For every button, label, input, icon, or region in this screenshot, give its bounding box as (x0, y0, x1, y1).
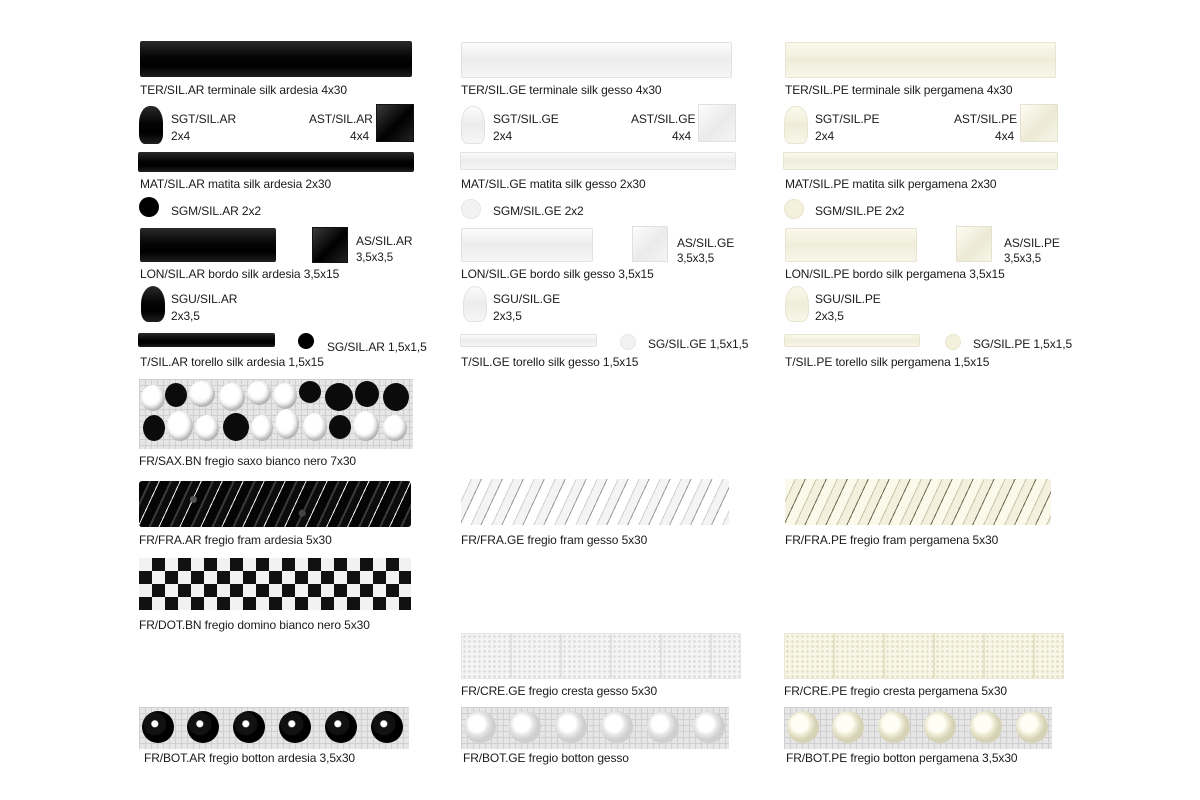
sgt-pergamena-tile (784, 106, 808, 144)
sgu-gesso-code: SGU/SIL.GE (493, 292, 561, 306)
sgt-pergamena-size: 2x4 (815, 129, 835, 143)
button-dot (693, 711, 725, 743)
ter-gesso-label: TER/SIL.GE terminale silk gesso 4x30 (461, 83, 662, 97)
ast-ardesia-code: AST/SIL.AR (309, 112, 373, 126)
button-dot (464, 711, 496, 743)
sgu-ardesia-code: SGU/SIL.AR (171, 292, 238, 306)
ter-ardesia-label: TER/SIL.AR terminale silk ardesia 4x30 (140, 83, 347, 97)
as-ardesia-size: 3,5x3,5 (356, 252, 394, 264)
cresta-gesso-label: FR/CRE.GE fregio cresta gesso 5x30 (461, 684, 658, 698)
sgt-ardesia-code: SGT/SIL.AR (171, 112, 237, 126)
t-ardesia-label: T/SIL.AR torello silk ardesia 1,5x15 (140, 355, 324, 369)
ast-ardesia-tile (376, 104, 414, 142)
sg-pergamena-tile (945, 334, 961, 350)
button-dot (279, 711, 311, 743)
lon-gesso-tile (461, 228, 593, 262)
sgt-gesso-size: 2x4 (493, 129, 513, 143)
pebble (143, 415, 165, 441)
pebble (251, 415, 273, 441)
fram-ardesia-label: FR/FRA.AR fregio fram ardesia 5x30 (139, 533, 332, 547)
lon-gesso-label: LON/SIL.GE bordo silk gesso 3,5x15 (461, 267, 654, 281)
as-gesso-tile (632, 226, 668, 262)
sgt-gesso-tile (461, 106, 485, 144)
sgm-ardesia-label: SGM/SIL.AR 2x2 (171, 204, 261, 218)
sgt-gesso-code: SGT/SIL.GE (493, 112, 559, 126)
lon-ardesia-label: LON/SIL.AR bordo silk ardesia 3,5x15 (140, 267, 340, 281)
sgm-gesso-tile (461, 199, 481, 219)
sax-bianco-nero-tile (139, 379, 413, 449)
button-dot (509, 711, 541, 743)
pebble (353, 411, 379, 441)
pebble (165, 383, 187, 407)
pebble (219, 383, 245, 411)
button-dot (601, 711, 633, 743)
botton-pergamena-tile (784, 707, 1052, 749)
pebble (273, 383, 297, 409)
pebble (141, 385, 165, 411)
button-dot (647, 711, 679, 743)
as-ardesia-tile (312, 227, 348, 263)
fram-pergamena-label: FR/FRA.PE fregio fram pergamena 5x30 (785, 533, 999, 547)
mat-gesso-tile (460, 152, 736, 170)
as-pergamena-size: 3,5x3,5 (1004, 253, 1042, 265)
ter-pergamena-label: TER/SIL.PE terminale silk pergamena 4x30 (785, 83, 1013, 97)
mat-gesso-label: MAT/SIL.GE matita silk gesso 2x30 (461, 177, 646, 191)
sg-ardesia-label: SG/SIL.AR 1,5x1,5 (327, 340, 427, 354)
sgm-gesso-label: SGM/SIL.GE 2x2 (493, 204, 584, 218)
t-pergamena-tile (784, 334, 920, 347)
sgm-ardesia-tile (139, 197, 159, 217)
sgt-ardesia-tile (139, 106, 163, 144)
ast-pergamena-tile (1020, 104, 1058, 142)
t-gesso-tile (460, 334, 597, 347)
button-dot (233, 711, 265, 743)
pebble (299, 381, 321, 403)
pebble (383, 415, 407, 441)
botton-pergamena-label: FR/BOT.PE fregio botton pergamena 3,5x30 (786, 751, 1018, 765)
sgu-ardesia-tile (141, 286, 165, 322)
ast-pergamena-size: 4x4 (995, 129, 1015, 143)
button-dot (555, 711, 587, 743)
ast-gesso-tile (698, 104, 736, 142)
sgm-pergamena-label: SGM/SIL.PE 2x2 (815, 204, 905, 218)
fram-gesso-label: FR/FRA.GE fregio fram gesso 5x30 (461, 533, 648, 547)
fram-ardesia-tile (139, 481, 411, 527)
button-dot (924, 711, 956, 743)
as-gesso-code: AS/SIL.GE (677, 236, 735, 250)
button-dot (878, 711, 910, 743)
cresta-pergamena-label: FR/CRE.PE fregio cresta pergamena 5x30 (784, 684, 1007, 698)
sgm-pergamena-tile (784, 199, 804, 219)
lon-pergamena-label: LON/SIL.PE bordo silk pergamena 3,5x15 (785, 267, 1005, 281)
fram-gesso-tile (461, 479, 729, 525)
button-dot (187, 711, 219, 743)
pebble (189, 381, 215, 407)
ast-ardesia-size: 4x4 (350, 129, 370, 143)
sg-gesso-tile (620, 334, 636, 350)
ter-gesso-tile (461, 42, 732, 78)
button-dot (787, 711, 819, 743)
pebble (355, 381, 379, 407)
botton-gesso-label: FR/BOT.GE fregio botton gesso (463, 751, 629, 765)
pebble (325, 383, 353, 411)
mat-pergamena-label: MAT/SIL.PE matita silk pergamena 2x30 (785, 177, 997, 191)
ter-pergamena-tile (785, 42, 1056, 78)
button-dot (970, 711, 1002, 743)
pebble (303, 413, 327, 441)
fram-pergamena-tile (785, 479, 1051, 525)
cresta-gesso-tile (461, 633, 741, 679)
botton-ardesia-tile (139, 707, 409, 749)
ast-gesso-size: 4x4 (672, 129, 692, 143)
sgt-pergamena-code: SGT/SIL.PE (815, 112, 880, 126)
sgu-ardesia-size: 2x3,5 (171, 309, 200, 323)
pebble (275, 409, 299, 439)
t-ardesia-tile (138, 333, 275, 347)
button-dot (832, 711, 864, 743)
domino-bianco-nero-tile (139, 558, 411, 610)
sg-gesso-label: SG/SIL.GE 1,5x1,5 (648, 337, 749, 351)
domino-bianco-nero-label: FR/DOT.BN fregio domino bianco nero 5x30 (139, 618, 370, 632)
button-dot (142, 711, 174, 743)
as-pergamena-code: AS/SIL.PE (1004, 236, 1060, 250)
sg-pergamena-label: SG/SIL.PE 1,5x1,5 (973, 337, 1073, 351)
pebble (195, 415, 219, 441)
mat-ardesia-label: MAT/SIL.AR matita silk ardesia 2x30 (140, 177, 332, 191)
ter-ardesia-tile (140, 41, 412, 77)
sg-ardesia-tile (298, 333, 314, 349)
ast-pergamena-code: AST/SIL.PE (954, 112, 1018, 126)
cresta-pergamena-tile (784, 633, 1064, 679)
ast-gesso-code: AST/SIL.GE (631, 112, 696, 126)
button-dot (1016, 711, 1048, 743)
botton-ardesia-label: FR/BOT.AR fregio botton ardesia 3,5x30 (144, 751, 355, 765)
sgt-ardesia-size: 2x4 (171, 129, 191, 143)
as-ardesia-code: AS/SIL.AR (356, 234, 413, 248)
as-gesso-size: 3,5x3,5 (677, 253, 715, 265)
sgu-gesso-tile (463, 286, 487, 322)
pebble (383, 383, 409, 411)
pebble (223, 413, 249, 441)
sgu-pergamena-size: 2x3,5 (815, 309, 844, 323)
pebble (329, 415, 351, 439)
mat-pergamena-tile (783, 152, 1058, 170)
sgu-pergamena-code: SGU/SIL.PE (815, 292, 881, 306)
sax-bianco-nero-label: FR/SAX.BN fregio saxo bianco nero 7x30 (139, 454, 356, 468)
sgu-gesso-size: 2x3,5 (493, 309, 522, 323)
t-pergamena-label: T/SIL.PE torello silk pergamena 1,5x15 (785, 355, 990, 369)
button-dot (325, 711, 357, 743)
sgu-pergamena-tile (785, 286, 809, 322)
lon-ardesia-tile (140, 228, 276, 262)
as-pergamena-tile (956, 226, 992, 262)
mat-ardesia-tile (138, 152, 414, 172)
lon-pergamena-tile (785, 228, 917, 262)
t-gesso-label: T/SIL.GE torello silk gesso 1,5x15 (461, 355, 639, 369)
pebble (247, 381, 271, 405)
botton-gesso-tile (461, 707, 729, 749)
pebble (167, 411, 193, 441)
button-dot (371, 711, 403, 743)
